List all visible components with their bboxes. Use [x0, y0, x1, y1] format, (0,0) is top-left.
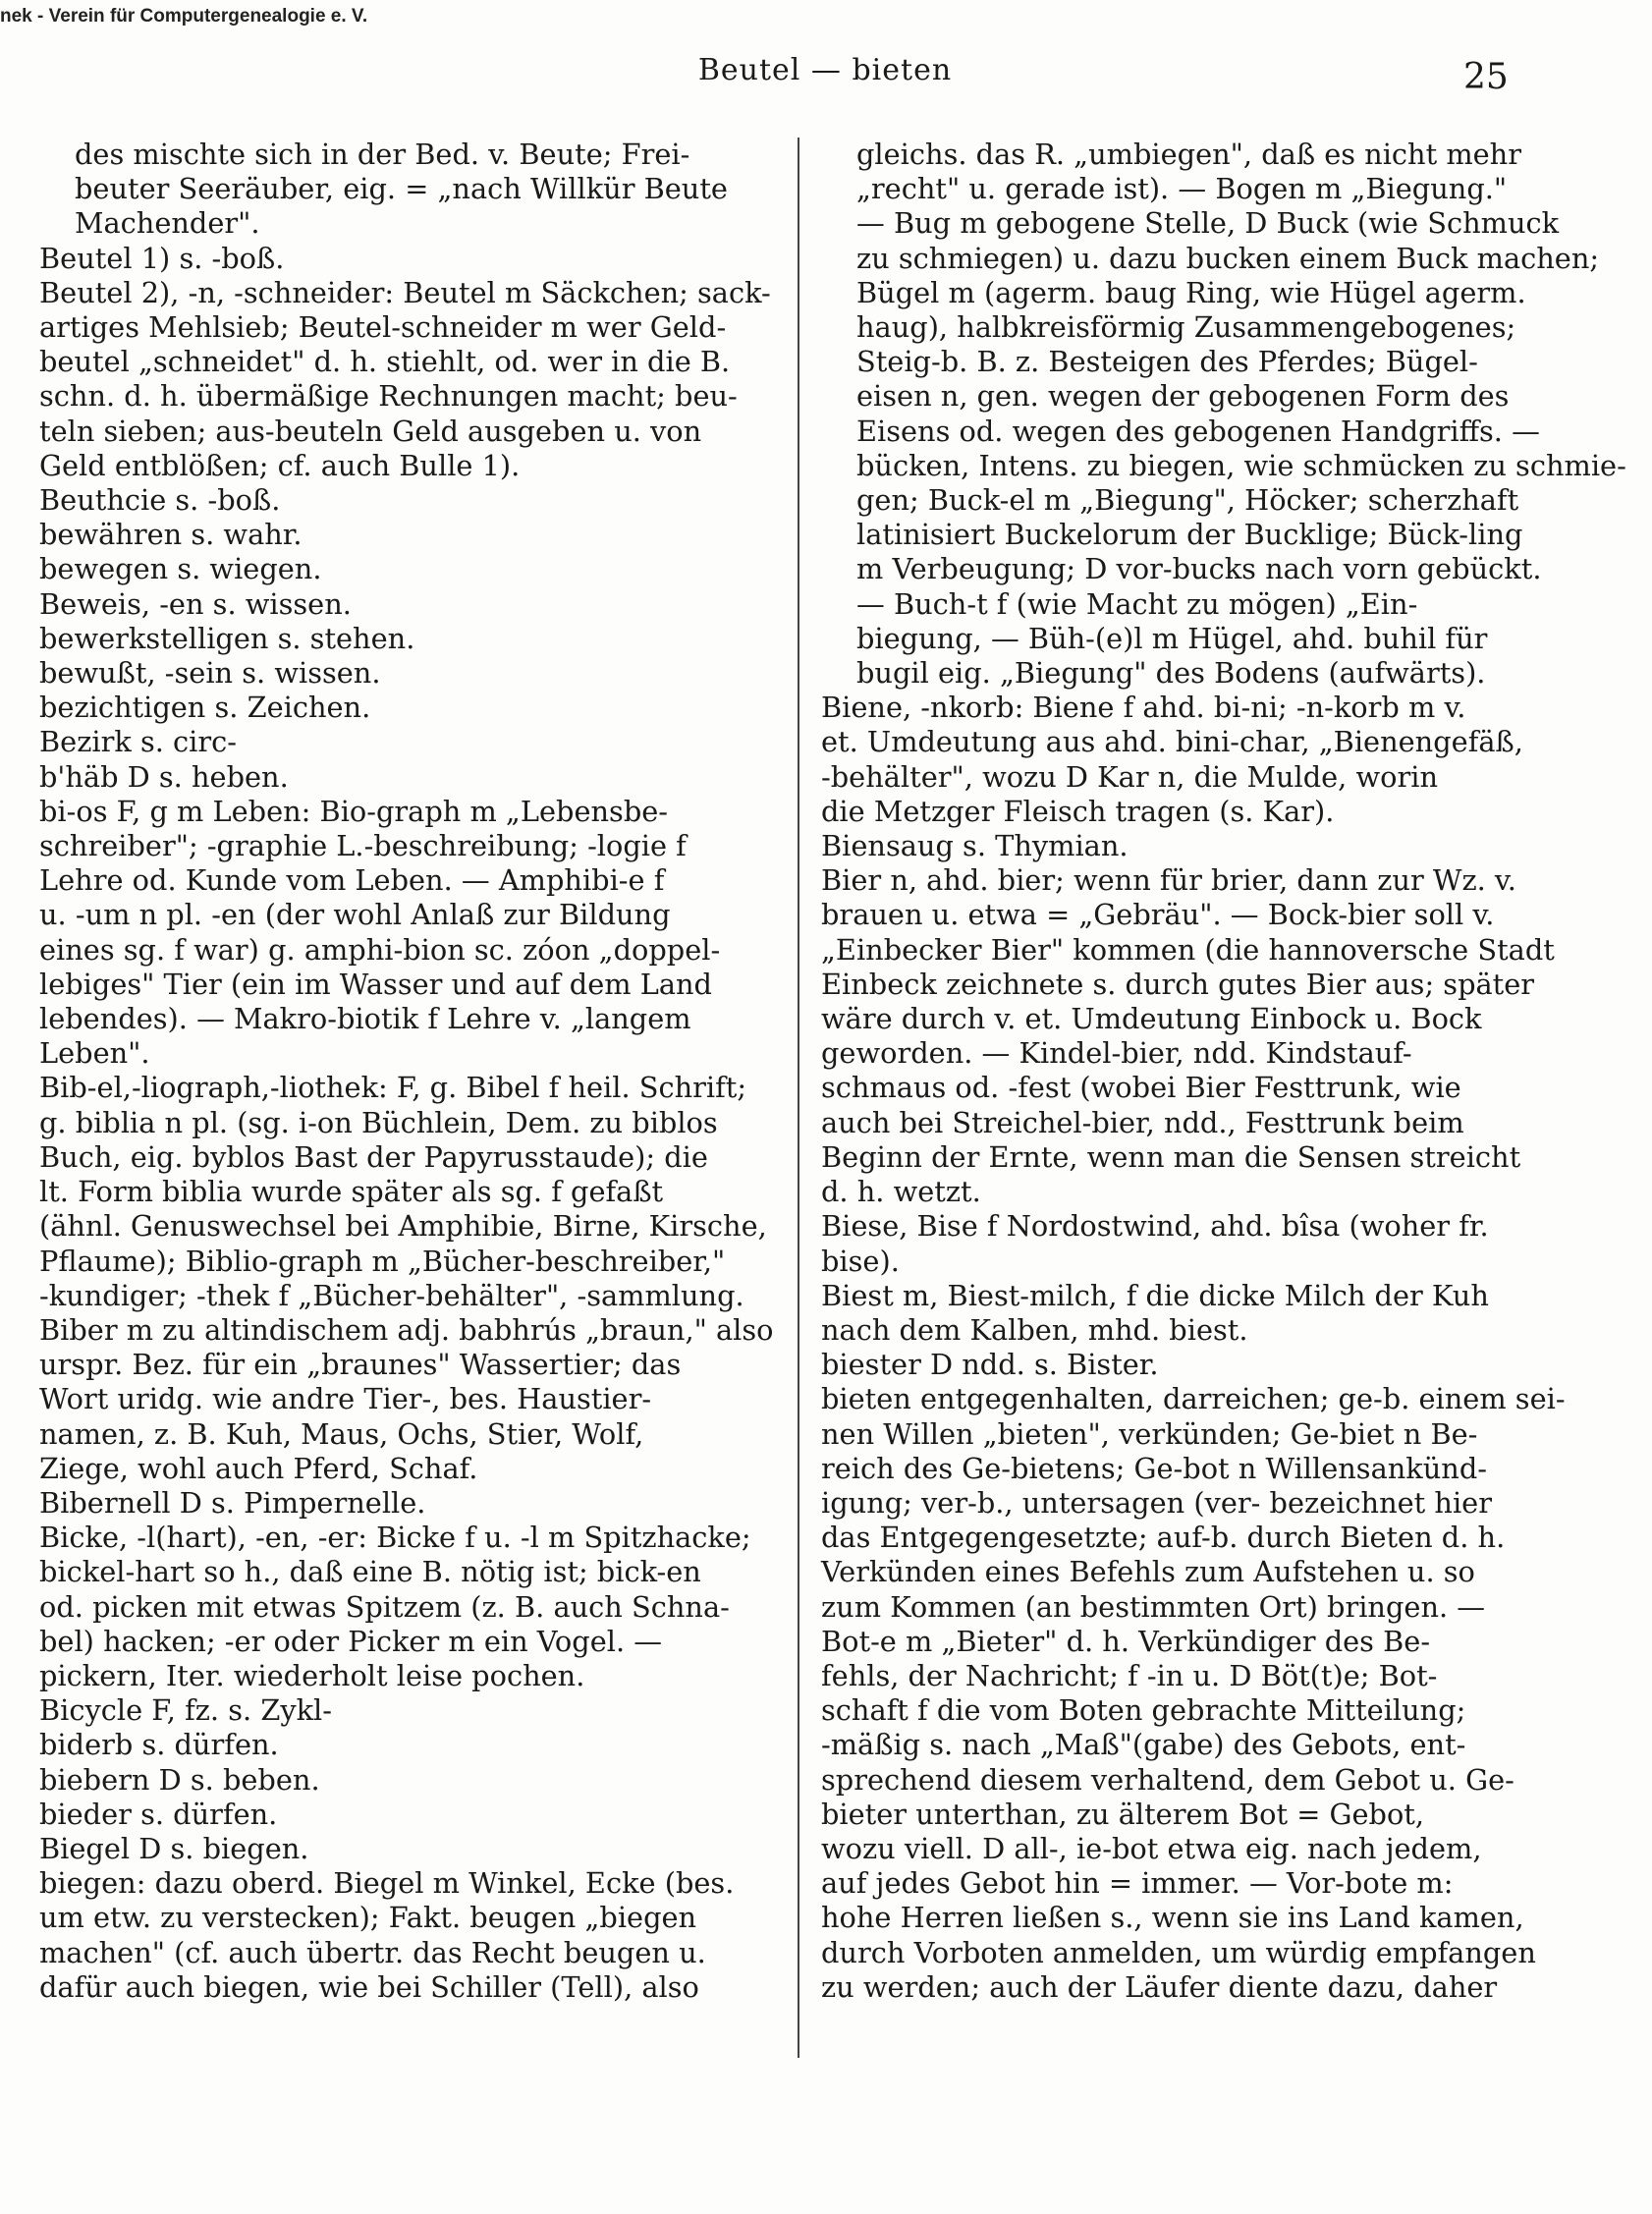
dictionary-entry [39, 725, 786, 759]
entry-line: durch Vorboten anmelden, um würdig empfangen [821, 1935, 1536, 1969]
entry-line: bewerkstelligen s. stehen. [39, 621, 415, 655]
dictionary-entry [39, 483, 786, 518]
dictionary-entry [39, 691, 786, 725]
entry-line: hohe Herren ließen s., wenn sie ins Land kamen, [821, 1901, 1524, 1935]
entry-line: Leben". [39, 1036, 150, 1071]
entry-line: lebendes). — Makro-biotik f Lehre v. „langem [39, 1002, 691, 1036]
entry-line: biebern D s. beben. [39, 1762, 320, 1797]
entry-line: um etw. zu verstecken); Fakt. beugen „biegen [39, 1901, 697, 1935]
dictionary-entry [39, 656, 786, 691]
entry-line: biester D ndd. s. Bister. [821, 1348, 1159, 1382]
entry-line: artiges Mehlsieb; Beutel-schneider m wer Geld- [39, 310, 727, 345]
entry-line: bieter unterthan, zu älterem Bot = Gebot, [821, 1797, 1425, 1831]
entry-line: Beutel 2), -n, -schneider: Beutel m Säckchen; sack- [39, 275, 771, 309]
entry-line: u. -um n pl. -en (der wohl Anlaß zur Bildung [39, 898, 671, 932]
entry-line: Geld entblößen; cf. auch Bulle 1). [39, 448, 521, 482]
entry-line: „Einbecker Bier" kommen (die hannoversche Stadt [821, 932, 1555, 967]
dictionary-entry [39, 138, 786, 242]
dictionary-entry [821, 1279, 1548, 1348]
entry-line: Ziege, wohl auch Pferd, Schaf. [39, 1451, 478, 1485]
dictionary-entry [39, 1798, 786, 1832]
entry-line: -behälter", wozu D Kar n, die Mulde, worin [821, 759, 1438, 794]
dictionary-entry [821, 1382, 1566, 2005]
entry-line: Eisens od. wegen des gebogenen Handgriffs. — [856, 414, 1540, 448]
entry-line: brauen u. etwa = „Gebräu". — Bock-bier soll v. [821, 898, 1495, 932]
entry-line: schreiber"; -graphie L.-beschreibung; -logie f [39, 829, 687, 863]
entry-line: bise). [821, 1244, 900, 1278]
entry-line: m Verbeugung; D vor-bucks nach vorn gebückt. [856, 552, 1542, 586]
dictionary-entry [39, 1832, 786, 1866]
entry-line: schaft f die vom Boten gebrachte Mitteilung; [821, 1693, 1466, 1728]
entry-line: od. picken mit etwas Spitzem (z. B. auch Schna- [39, 1589, 730, 1624]
dictionary-entry [39, 760, 786, 795]
entry-line: Bib-el,-liograph,-liothek: F, g. Bibel f heil. Schrift; [39, 1071, 747, 1105]
entry-line: zu schmiegen) u. dazu bucken einem Buck machen; [856, 241, 1600, 275]
entry-line: bi-os F, g m Leben: Bio-graph m „Lebensbe- [39, 794, 669, 828]
entry-line: biegung, — Büh-(e)l m Hügel, ahd. buhil für [856, 621, 1488, 655]
entry-line: bewähren s. wahr. [39, 518, 303, 552]
entry-line: Bicycle F, fz. s. Zykl- [39, 1693, 332, 1728]
entry-line: schn. d. h. übermäßige Rechnungen macht; beu- [39, 379, 738, 414]
entry-line: zu werden; auch der Läufer diente dazu, daher [821, 1969, 1498, 2004]
entry-line: pickern, Iter. wiederholt leise pochen. [39, 1658, 585, 1692]
entry-line: Wort uridg. wie andre Tier-, bes. Haustier- [39, 1382, 652, 1416]
entry-line: b'häb D s. heben. [39, 759, 289, 794]
entry-line: Bier n, ahd. bier; wenn für brier, dann zur Wz. v. [821, 863, 1516, 898]
dictionary-entry [39, 552, 786, 586]
entry-line: bewußt, -sein s. wissen. [39, 656, 381, 691]
entry-line: biegen: dazu oberd. Biegel m Winkel, Ecke (bes. [39, 1866, 735, 1901]
entry-line: Beginn der Ernte, wenn man die Sensen streicht [821, 1139, 1521, 1174]
entry-line: (ähnl. Genuswechsel bei Amphibie, Birne, Kirsche, [39, 1209, 767, 1244]
entry-line: „recht" u. gerade ist). — Bogen m „Biegung." [856, 172, 1508, 206]
entry-line: Steig-b. B. z. Besteigen des Pferdes; Bügel- [856, 345, 1478, 379]
dictionary-entry [39, 276, 786, 483]
entry-line: Bicke, -l(hart), -en, -er: Bicke f u. -l m Spitzhacke; [39, 1521, 751, 1555]
entry-line: -kundiger; -thek f „Bücher-behälter", -sammlung. [39, 1278, 744, 1312]
entry-line: Beuthcie s. -boß. [39, 483, 281, 518]
dictionary-entry [39, 1693, 786, 1728]
entry-line: et. Umdeutung aus ahd. bini-char, „Bienengefäß, [821, 725, 1523, 759]
entry-line: Biber m zu altindischem adj. babhrús „braun," also [39, 1312, 774, 1347]
entry-line: schmaus od. -fest (wobei Bier Festtrunk, wie [821, 1071, 1461, 1105]
entry-line: machen" (cf. auch übertr. das Recht beugen u. [39, 1935, 706, 1969]
dictionary-entry [821, 1209, 1548, 1278]
entry-line: bickel-hart so h., daß eine B. nötig ist; bick-en [39, 1555, 701, 1589]
entry-line: beutel „schneidet" d. h. stiehlt, od. wer in die B. [39, 345, 731, 379]
entry-line: dafür auch biegen, wie bei Schiller (Tell), also [39, 1969, 699, 2004]
entry-line: gleichs. das R. „umbiegen", daß es nicht mehr [856, 138, 1521, 171]
dictionary-entry [39, 1866, 786, 2005]
entry-line: zum Kommen (an bestimmten Ort) bringen. — [821, 1589, 1486, 1624]
entry-line: Beutel 1) s. -boß. [39, 241, 285, 275]
entry-line: eisen n, gen. wegen der gebogenen Form des [856, 379, 1510, 414]
entry-line: auf jedes Gebot hin = immer. — Vor-bote m: [821, 1866, 1454, 1901]
entry-line: g. biblia n pl. (sg. i-on Büchlein, Dem. zu biblos [39, 1105, 718, 1139]
entry-line: bieten entgegenhalten, darreichen; ge-b. einem sei- [821, 1382, 1566, 1416]
entry-line: bewegen s. wiegen. [39, 552, 322, 586]
left-column [39, 138, 786, 2005]
entry-line: fehls, der Nachricht; f -in u. D Böt(t)e; Bot- [821, 1658, 1438, 1692]
dictionary-entry [39, 795, 786, 1072]
page-number: 25 [1463, 57, 1509, 97]
entry-line: biderb s. dürfen. [39, 1728, 279, 1762]
entry-line: — Buch-t f (wie Macht zu mögen) „Ein- [856, 586, 1418, 621]
dictionary-entry [821, 1348, 1548, 1382]
entry-line: -mäßig s. nach „Maß"(gabe) des Gebots, ent- [821, 1728, 1466, 1762]
entry-line: wäre durch v. et. Umdeutung Einbock u. Bock [821, 1002, 1482, 1036]
entry-line: d. h. wetzt. [821, 1175, 981, 1209]
entry-line: Biensaug s. Thymian. [821, 829, 1129, 863]
entry-line: — Bug m gebogene Stelle, D Buck (wie Schmuck [856, 206, 1560, 241]
entry-line: bieder s. dürfen. [39, 1797, 278, 1831]
dictionary-entry [39, 242, 786, 276]
entry-line: Bot-e m „Bieter" d. h. Verkündiger des Be- [821, 1624, 1431, 1658]
right-column [821, 138, 1626, 2005]
dictionary-entry [39, 1763, 786, 1798]
entry-line: geworden. — Kindel-bier, ndd. Kindstauf- [821, 1036, 1412, 1071]
dictionary-entry [821, 829, 1548, 863]
entry-line: nach dem Kalben, mhd. biest. [821, 1312, 1248, 1347]
dictionary-entry [821, 863, 1555, 1209]
entry-line: Biese, Bise f Nordostwind, ahd. bîsa (woher fr. [821, 1209, 1489, 1244]
entry-line: Lehre od. Kunde vom Leben. — Amphibi-e f [39, 863, 665, 898]
entry-line: Bezirk s. circ- [39, 725, 238, 759]
entry-line: Bibernell D s. Pimpernelle. [39, 1485, 426, 1520]
entry-line: Beweis, -en s. wissen. [39, 586, 352, 621]
entry-line: beuter Seeräuber, eig. = „nach Willkür Beute [75, 172, 728, 206]
dictionary-entry [39, 1313, 786, 1486]
dictionary-entry [39, 587, 786, 622]
entry-line: des mischte sich in der Bed. v. Beute; Frei- [75, 138, 690, 171]
dictionary-entry [39, 622, 786, 656]
entry-line: Biegel D s. biegen. [39, 1831, 309, 1865]
entry-line: Biest m, Biest-milch, f die dicke Milch der Kuh [821, 1278, 1489, 1312]
entry-line: nen Willen „bieten", verkünden; Ge-biet n Be- [821, 1416, 1478, 1451]
running-head: Beutel — bieten [697, 53, 953, 87]
entry-line: gen; Buck-el m „Biegung", Höcker; scherzhaft [856, 483, 1519, 518]
dictionary-entry [39, 1486, 786, 1521]
entry-line: Verkünden eines Befehls zum Aufstehen u. so [821, 1555, 1475, 1589]
entry-line: Pflaume); Biblio-graph m „Bücher-beschreiber," [39, 1244, 726, 1278]
entry-line: urspr. Bez. für ein „braunes" Wassertier; das [39, 1348, 682, 1382]
entry-line: Buch, eig. byblos Bast der Papyrusstaude); die [39, 1139, 708, 1174]
entry-line: sprechend diesem verhaltend, dem Gebot u. Ge- [821, 1762, 1514, 1797]
column-divider [798, 138, 799, 2058]
dictionary-entry [821, 138, 1626, 691]
entry-line: Bügel m (agerm. baug Ring, wie Hügel agerm. [856, 275, 1526, 309]
entry-line: igung; ver-b., untersagen (ver- bezeichnet hier [821, 1485, 1492, 1520]
watermark: nek - Verein für Computergenealogie e. V. [0, 6, 368, 27]
entry-line: auch bei Streichel-bier, ndd., Festtrunk beim [821, 1105, 1464, 1139]
entry-line: bel) hacken; -er oder Picker m ein Vogel. — [39, 1624, 663, 1658]
entry-line: teln sieben; aus-beuteln Geld ausgeben u. von [39, 414, 702, 448]
entry-line: bücken, Intens. zu biegen, wie schmücken zu schmie- [856, 448, 1626, 482]
entry-line: bezichtigen s. Zeichen. [39, 691, 371, 725]
entry-line: die Metzger Fleisch tragen (s. Kar). [821, 794, 1335, 828]
entry-line: bugil eig. „Biegung" des Bodens (aufwärts). [856, 656, 1486, 691]
entry-line: lebiges" Tier (ein im Wasser und auf dem Land [39, 967, 712, 1001]
dictionary-entry [39, 1521, 786, 1693]
entry-line: das Entgegengesetzte; auf-b. durch Bieten d. h. [821, 1521, 1506, 1555]
entry-line: latinisiert Buckelorum der Bucklige; Bück-ling [856, 518, 1523, 552]
entry-line: eines sg. f war) g. amphi-bion sc. zóon „doppel- [39, 932, 721, 967]
entry-line: Biene, -nkorb: Biene f ahd. bi-ni; -n-korb m v. [821, 691, 1466, 725]
entry-line: reich des Ge-bietens; Ge-bot n Willensankünd- [821, 1451, 1487, 1485]
entry-line: wozu viell. D all-, ie-bot etwa eig. nach jedem, [821, 1831, 1482, 1865]
dictionary-entry [39, 518, 786, 552]
dictionary-entry [39, 1728, 786, 1762]
entry-line: haug), halbkreisförmig Zusammengebogenes; [856, 310, 1516, 345]
entry-line: Einbeck zeichnete s. durch gutes Bier aus; später [821, 967, 1535, 1001]
dictionary-entry [821, 691, 1548, 829]
dictionary-entry [39, 1071, 786, 1312]
entry-line: namen, z. B. Kuh, Maus, Ochs, Stier, Wolf, [39, 1416, 644, 1451]
entry-line: Machender". [75, 206, 260, 241]
entry-line: lt. Form biblia wurde später als sg. f gefaßt [39, 1175, 664, 1209]
